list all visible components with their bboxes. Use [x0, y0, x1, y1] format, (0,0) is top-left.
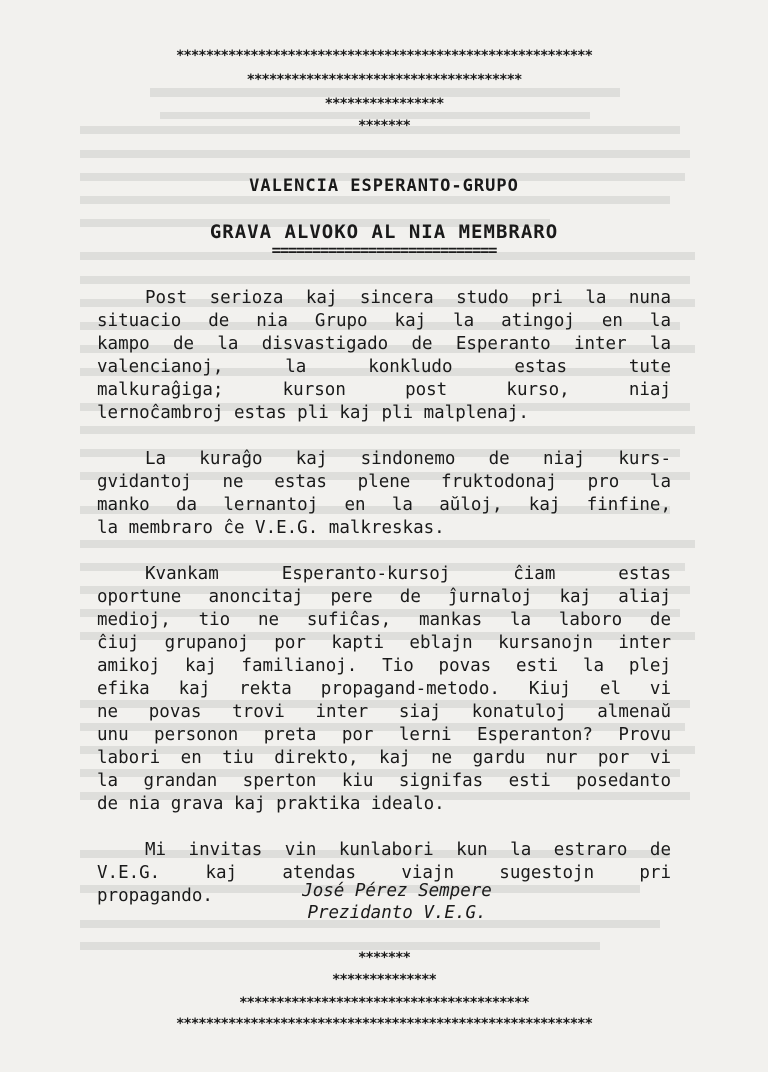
star-border-bottom-1: ******* — [357, 950, 410, 966]
paragraph-line: de nia grava kaj praktika idealo. — [97, 794, 445, 814]
document-subtitle: GRAVA ALVOKO AL NIA MEMBRARO — [209, 221, 559, 243]
star-border-top-3: **************** — [324, 96, 444, 112]
paragraph-line: labori en tiu direkto, kaj ne gardu nur por vi — [97, 748, 671, 768]
star-border-top-1: ******************************************************** — [175, 48, 592, 64]
paragraph-line: manko da lernantoj en la aŭloj, kaj finfine, — [97, 495, 671, 515]
document-title: VALENCIA ESPERANTO-GRUPO — [249, 176, 519, 196]
paragraph-line: ĉiuj grupanoj por kapti eblajn kursanojn inter — [97, 633, 671, 653]
paragraph-line: gvidantoj ne estas plene fruktodonaj pro la — [97, 472, 671, 492]
star-border-top-4: ******* — [357, 118, 410, 134]
paragraph-line: oportune anoncitaj pere de ĵurnaloj kaj aliaj — [97, 587, 671, 607]
paragraph-line: amikoj kaj familianoj. Tio povas esti la plej — [97, 656, 671, 676]
paragraph-line: propagando. — [97, 886, 213, 906]
star-border-top-2: ************************************* — [246, 72, 522, 88]
paragraph-line: malkuraĝiga; kurson post kurso, niaj — [97, 380, 671, 400]
paragraph — [97, 448, 671, 540]
subtitle-underline: ============================ — [271, 241, 497, 259]
paragraph-line: medioj, tio ne sufiĉas, mankas la laboro de — [97, 610, 671, 630]
paragraph-line: Mi invitas vin kunlabori kun la estraro de — [145, 840, 671, 860]
paragraph-line: la grandan sperton kiu signifas esti posedanto — [97, 771, 671, 791]
paragraph-line: la membraro ĉe V.E.G. malkreskas. — [97, 518, 445, 538]
paragraph — [97, 287, 671, 425]
paragraph-line: efika kaj rekta propagand-metodo. Kiuj el vi — [97, 679, 671, 699]
paragraph-line: unu personon preta por lerni Esperanton? Provu — [97, 725, 671, 745]
paragraph-line: kampo de la disvastigado de Esperanto inter la — [97, 334, 671, 354]
paragraph-line: valencianoj, la konkludo estas tute — [97, 357, 671, 377]
paragraph-line: situacio de nia Grupo kaj la atingoj en la — [97, 311, 671, 331]
paragraph-line: Post serioza kaj sincera studo pri la nuna — [145, 288, 671, 308]
signatory-name: José Pérez Sempere — [302, 881, 492, 901]
paragraph-line: ne povas trovi inter siaj konatuloj almenaŭ — [97, 702, 671, 722]
star-border-bottom-2: ************** — [331, 972, 436, 988]
paragraph — [97, 563, 671, 816]
paragraph-line: V.E.G. kaj atendas viajn sugestojn pri — [97, 863, 671, 883]
paragraph-line: lernoĉambroj estas pli kaj pli malplenaj. — [97, 403, 529, 423]
star-border-bottom-4: ******************************************************** — [175, 1016, 592, 1032]
paragraph-line: Kvankam Esperanto-kursoj ĉiam estas — [145, 564, 671, 584]
paragraph-line: La kuraĝo kaj sindonemo de niaj kurs- — [145, 449, 671, 469]
signature-block — [0, 880, 768, 924]
signatory-role: Prezidanto V.E.G. — [307, 903, 487, 923]
document-body — [97, 287, 671, 931]
star-border-bottom-3: *************************************** — [239, 995, 529, 1011]
